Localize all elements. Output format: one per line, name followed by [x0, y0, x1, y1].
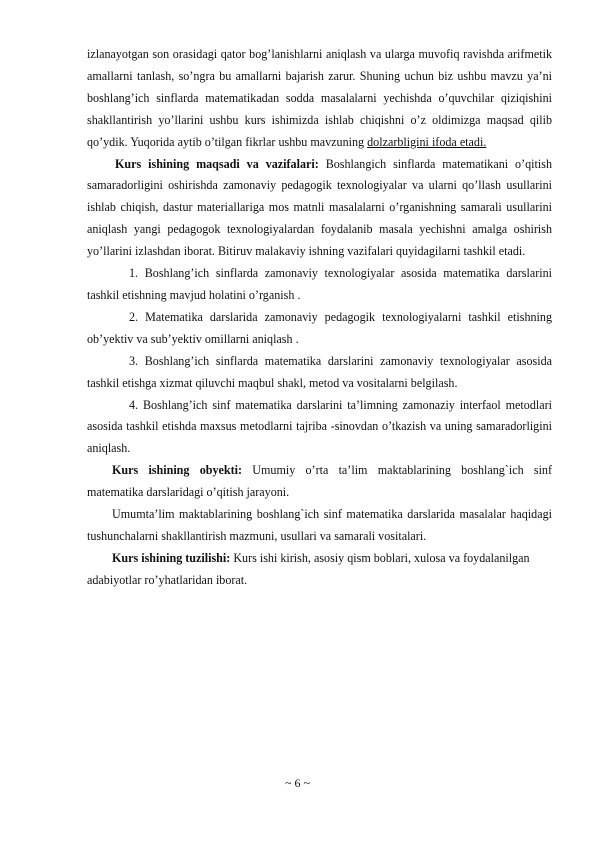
intro-text: izlanayotgan son orasidagi qator bog’lanishlarni aniqlash va ularga muvofiq ravishda arifmetik amallarni tanlash, so’ngra bu amallarni bajarish zarur. Shuning uchun biz ushbu mavzu ya’ni boshlang’ich sinflarda matematikadan sodda masalalarni yechishda o’quvchilar qiziqishini shakllantirish yo’llarini ushbu kurs ishimizda ishlab chiqishni o’z oldimizga maqsad qilib qo’ydik. Yuqorida aytib o’tilgan fikrlar ushbu mavzuning [87, 47, 552, 149]
task-item-4: 4. Boshlang’ich sinf matematika darslarini ta’limning zamonaziy interfaol metodlari asosida tashkil etishda maxsus metodlarni tajriba -sinovdan o’tkazish va uning samaradorligini aniqlash. [87, 397, 552, 456]
relevance-underlined: dolzarbligini ifoda etadi. [367, 134, 487, 149]
object-paragraph [87, 460, 552, 504]
aims-paragraph [87, 154, 552, 264]
aims-heading: Kurs ishining maqsadi va vazifalari: [115, 156, 319, 171]
object-heading: Kurs ishining obyekti: [112, 463, 243, 478]
structure-heading: Kurs ishining tuzilishi: [112, 550, 231, 565]
object-text: Umumiy o’rta ta’lim maktablarining boshlang`ich sinf matematika darslaridagi o’qitish jarayoni. [87, 463, 552, 500]
aims-text: Boshlangich sinflarda matematikani o’qitish samaradorligini oshirishda zamonaviy pedagogik texnologiyalar va ularni qo’llash usullarini ishlab chiqish, dastur materiallariga mos matnli masalalarni o’rganishning samarali usullarini aniqlash yangi pedagogok texnologiyalardan foydalanib masala yechishni amalga oshirish yo’llarini izlashdan iborat. Bitiruv malakaviy ishning vazifalari quyidagilarni tashkil etadi. [87, 156, 553, 259]
structure-text: Kurs ishi kirish, asosiy qism boblari, xulosa va foydalanilgan adabiyotlar ro’yhatlaridan iborat. [87, 550, 530, 587]
task-item-3: 3. Boshlang’ich sinflarda matematika darslarini zamonaviy texnologiyalar asosida tashkil etishga xizmat qiluvchi maqbul shakl, metod va vositalarni belgilash. [87, 353, 552, 390]
subject-paragraph: Umumta’lim maktablarining boshlang`ich sinf matematika darslarida masalalar haqidagi tushunchalarni shakllantirish mazmuni, usullari va samarali vositalari. [87, 507, 552, 543]
intro-paragraph [87, 44, 552, 154]
page-content [87, 44, 552, 592]
structure-paragraph [87, 548, 552, 592]
task-item-2: 2. Matematika darslarida zamonaviy pedagogik texnologiyalarni tashkil etishning ob’yektiv va sub’yektiv omillarni aniqlash . [87, 309, 552, 346]
page-number: ~ 6 ~ [285, 776, 310, 790]
task-item-1: 1. Boshlang’ich sinflarda zamonaviy texnologiyalar asosida matematika darslarini tashkil etishning mavjud holatini o’rganish . [87, 266, 552, 302]
